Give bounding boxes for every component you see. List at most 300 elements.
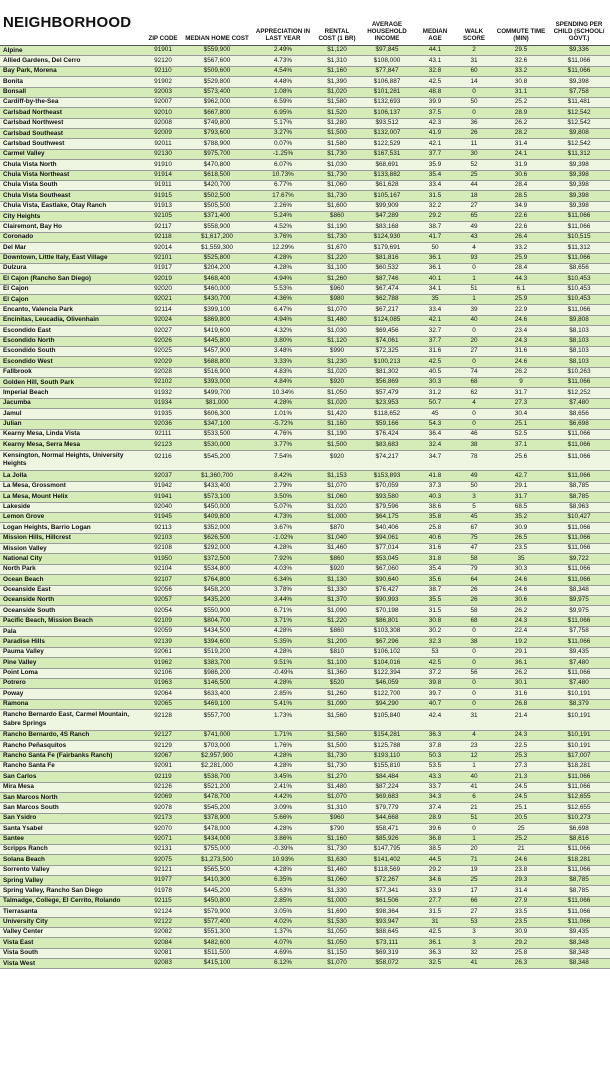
cell-commute: 22.5 [514,741,528,749]
cell-walk: 17 [470,886,478,894]
cell-median-home: $450,000 [203,502,231,510]
table-row [0,243,610,253]
cell-median-home: $579,900 [203,907,231,915]
cell-zip: 92008 [154,119,172,127]
cell-median-home: $352,000 [203,523,231,531]
cell-spending: $11,066 [567,866,591,874]
cell-median-home: $482,600 [203,938,231,946]
cell-commute: 26.5 [514,534,528,542]
cell-walk: 14 [470,77,478,85]
table-row [0,368,610,378]
cell-commute: 30.9 [514,523,528,531]
cell-commute: 31.6 [514,689,528,697]
cell-income: $167,531 [373,150,401,158]
cell-median-home: $2,281,000 [201,762,233,770]
cell-age: 34.7 [428,452,442,460]
cell-income: $99,909 [375,202,399,210]
cell-zip: 92009 [154,129,172,137]
cell-age: 31.2 [428,388,442,396]
cell-zip: 91915 [154,191,172,199]
cell-income: $69,683 [375,793,399,801]
table-row [0,305,610,315]
cell-commute: 9 [519,378,523,386]
cell-income: $53,045 [375,554,399,562]
cell-median-home: $458,200 [203,585,231,593]
cell-income: $98,364 [375,907,399,915]
table-row [0,824,610,834]
cell-spending: $8,785 [569,886,589,894]
cell-walk: 39 [470,305,478,313]
cell-commute: 23.5 [514,544,528,552]
cell-neighborhood: El Cajon (Rancho San Diego) [3,274,92,282]
cell-walk: 1 [472,834,476,842]
cell-age: 36.3 [428,731,442,739]
cell-walk: 79 [470,565,478,573]
cell-neighborhood: Chula Vista North [3,160,57,168]
cell-age: 44.5 [428,855,442,863]
table-row [0,897,610,907]
cell-median-home: $505,500 [203,202,231,210]
cell-rental: $1,130 [327,575,347,583]
cell-age: 45 [431,409,439,417]
cell-rental: $1,330 [327,886,347,894]
cell-walk: 0 [472,679,476,687]
cell-zip: 92007 [154,98,172,106]
table-row [0,181,610,191]
cell-commute: 23.4 [514,326,528,334]
cell-age: 39.6 [428,824,442,832]
cell-rental: $1,730 [327,751,347,759]
cell-zip: 92028 [154,368,172,376]
cell-appreciation: 3.48% [273,347,293,355]
cell-commute: 33.2 [514,67,528,75]
cell-walk: 0 [472,357,476,365]
cell-median-home: $478,700 [203,793,231,801]
cell-median-home: $534,800 [203,565,231,573]
cell-walk: 19 [470,866,478,874]
cell-income: $104,016 [373,658,401,666]
cell-appreciation: 1.76% [273,741,293,749]
cell-rental: $1,580 [327,98,347,106]
cell-income: $86,801 [375,617,399,625]
cell-commute: 6.1 [516,285,526,293]
cell-spending: $12,655 [567,793,591,801]
cell-neighborhood: Julian [3,420,22,428]
cell-age: 32.5 [428,959,442,967]
cell-income: $103,308 [373,627,401,635]
cell-spending: $11,066 [567,378,591,386]
cell-walk: 6 [472,793,476,801]
cell-walk: 49 [470,222,478,230]
cell-walk: 51 [470,814,478,822]
cell-income: $61,628 [375,181,399,189]
cell-median-home: $525,800 [203,253,231,261]
cell-walk: 26 [470,129,478,137]
cell-zip: 92081 [154,949,172,957]
cell-walk: 1 [472,295,476,303]
cell-commute: 24.3 [514,617,528,625]
cell-median-home: $551,300 [203,928,231,936]
table-row [0,56,610,66]
cell-neighborhood: Oceanside East [3,586,51,594]
cell-zip: 91934 [154,399,172,407]
cell-spending: $18,281 [567,762,591,770]
cell-zip: 91914 [154,170,172,178]
cell-neighborhood: Lakeside [3,503,31,511]
cell-spending: $11,066 [567,440,591,448]
cell-spending: $11,066 [567,637,591,645]
cell-zip: 92119 [154,772,172,780]
cell-zip: 92102 [154,378,172,386]
cell-commute: 22.6 [514,212,528,220]
cell-zip: 92110 [154,67,172,75]
cell-walk: 0 [472,87,476,95]
cell-income: $44,668 [375,814,399,822]
table-row [0,772,610,782]
cell-age: 41.8 [428,471,442,479]
cell-rental: $990 [329,347,345,355]
cell-income: $94,061 [375,534,399,542]
cell-income: $147,795 [373,845,401,853]
cell-rental: $1,040 [327,534,347,542]
table-row [0,233,610,243]
cell-age: 38.5 [428,845,442,853]
cell-neighborhood: Escondido South [3,347,56,355]
cell-neighborhood: Rancho Bernardo East, Carmel Mountain, Sabre Springs [3,711,130,727]
cell-neighborhood: Carmel Valley [3,150,45,158]
cell-commute: 22.4 [514,627,528,635]
cell-walk: 74 [470,368,478,376]
cell-median-home: $573,400 [203,87,231,95]
cell-walk: 51 [470,285,478,293]
cell-neighborhood: Rancho Peñasquitos [3,741,67,749]
cell-income: $141,402 [373,855,401,863]
cell-walk: 26 [470,585,478,593]
cell-commute: 30.9 [514,928,528,936]
cell-age: 42.5 [428,77,442,85]
cell-appreciation: 8.42% [273,471,293,479]
cell-rental: $920 [329,378,345,386]
cell-neighborhood: Escondido West [3,357,53,365]
cell-zip: 92128 [154,712,172,719]
cell-commute: 36.1 [514,658,528,666]
cell-median-home: $371,400 [203,212,231,220]
cell-appreciation: 3.67% [273,523,293,531]
cell-commute: 24.6 [514,575,528,583]
cell-age: 50.7 [428,399,442,407]
cell-commute: 35 [517,554,525,562]
cell-zip: 92078 [154,803,172,811]
cell-walk: 3 [472,928,476,936]
cell-spending: $7,480 [569,399,589,407]
cell-age: 31.8 [428,554,442,562]
cell-income: $58,072 [375,959,399,967]
cell-neighborhood: Lemon Grove [3,513,45,521]
cell-zip: 92107 [154,575,172,583]
cell-appreciation: 7.54% [273,452,293,460]
table-row [0,876,610,886]
cell-spending: $8,656 [569,264,589,272]
cell-appreciation: 5.17% [273,119,293,127]
cell-spending: $10,427 [567,513,591,521]
cell-spending: $9,975 [569,596,589,604]
cell-zip: 92036 [154,419,172,427]
cell-appreciation: 4.94% [273,316,293,324]
cell-commute: 29.1 [514,648,528,656]
cell-spending: $11,066 [567,67,591,75]
cell-income: $67,296 [375,637,399,645]
cell-median-home: $394,600 [203,637,231,645]
cell-appreciation: 6.47% [273,305,293,313]
cell-median-home: $450,800 [203,897,231,905]
cell-income: $153,893 [373,471,401,479]
cell-neighborhood: San Carlos [3,772,37,780]
cell-rental: $790 [329,824,345,832]
cell-spending: $8,103 [569,357,589,365]
cell-rental: $1,050 [327,938,347,946]
cell-commute: 23.8 [514,866,528,874]
cell-neighborhood: Alpine [3,46,23,54]
cell-age: 43.1 [428,56,442,64]
cell-neighborhood: Rancho Bernardo, 4S Ranch [3,731,90,739]
cell-walk: 2 [472,46,476,54]
cell-median-home: $557,700 [203,712,231,719]
cell-median-home: $703,000 [203,741,231,749]
cell-zip: 92040 [154,502,172,510]
cell-walk: 45 [470,513,478,521]
cell-spending: $10,453 [567,285,591,293]
cell-rental: $1,220 [327,253,347,261]
table-row [0,129,610,139]
cell-rental: $1,150 [327,949,347,957]
cell-age: 36.3 [428,949,442,957]
cell-rental: $1,000 [327,513,347,521]
cell-walk: 62 [470,388,478,396]
cell-walk: 66 [470,897,478,905]
cell-zip: 92130 [154,150,172,158]
cell-commute: 24.6 [514,855,528,863]
cell-walk: 0 [472,326,476,334]
cell-zip: 92075 [154,855,172,863]
cell-median-home: $435,200 [203,596,231,604]
cell-spending: $11,066 [567,222,591,230]
cell-appreciation: 1.01% [273,409,293,417]
cell-neighborhood: Kearny Mesa, Linda Vista [3,430,80,438]
cell-rental: $1,050 [327,388,347,396]
cell-age: 35.4 [428,565,442,573]
cell-appreciation: 6.59% [273,98,293,106]
cell-spending: $10,515 [567,233,591,241]
cell-income: $47,289 [375,212,399,220]
cell-zip: 91935 [154,409,172,417]
cell-income: $133,882 [373,170,401,178]
cell-appreciation: 4.73% [273,56,293,64]
cell-commute: 28.5 [514,191,528,199]
cell-zip: 92020 [154,285,172,293]
cell-rental: $960 [329,285,345,293]
cell-income: $100,213 [373,357,401,365]
table-row [0,98,610,108]
cell-income: $90,993 [375,596,399,604]
cell-spending: $10,191 [567,712,591,719]
cell-income: $105,167 [373,191,401,199]
cell-neighborhood: Solana Beach [3,855,45,863]
cell-commute: 31.9 [514,160,528,168]
cell-spending: $11,312 [567,150,591,158]
cell-appreciation: 5.66% [273,814,293,822]
cell-neighborhood: La Jolla [3,471,27,479]
cell-commute: 31.4 [514,886,528,894]
cell-neighborhood: City Heights [3,212,41,220]
cell-income: $81,816 [375,253,399,261]
cell-zip: 91902 [154,77,172,85]
cell-median-home: $558,900 [203,222,231,230]
table-row [0,866,610,876]
cell-appreciation: 3.76% [273,233,293,241]
cell-appreciation: 1.37% [273,928,293,936]
cell-age: 37.3 [428,482,442,490]
cell-rental: $1,000 [327,897,347,905]
cell-walk: 40 [470,772,478,780]
cell-rental: $1,690 [327,907,347,915]
cell-appreciation: 9.51% [273,658,293,666]
cell-walk: 68 [470,378,478,386]
cell-median-home: $1,559,300 [201,243,233,251]
cell-neighborhood: Chula Vista Southeast [3,191,71,199]
cell-income: $61,506 [375,897,399,905]
cell-appreciation: 10.34% [272,388,294,396]
table-row [0,793,610,803]
cell-neighborhood: Chula Vista Northeast [3,171,70,179]
cell-spending: $11,066 [567,56,591,64]
cell-zip: 92120 [154,56,172,64]
cell-zip: 91977 [154,876,172,884]
header-rental: RENTAL COST (1 BR) [318,28,356,42]
cell-spending: $8,348 [569,938,589,946]
cell-spending: $8,616 [569,834,589,842]
cell-walk: 93 [470,253,478,261]
cell-spending: $11,066 [567,544,591,552]
cell-appreciation: 4.28% [273,762,293,770]
cell-spending: $11,066 [567,523,591,531]
cell-age: 40.1 [428,274,442,282]
cell-median-home: $755,000 [203,845,231,853]
cell-appreciation: 4.28% [273,751,293,759]
cell-walk: 41 [470,959,478,967]
cell-neighborhood: Encinitas, Leucadia, Olivenhain [3,316,99,324]
cell-income: $59,166 [375,419,399,427]
cell-appreciation: 5.24% [273,212,293,220]
table-row [0,295,610,305]
cell-appreciation: 6.12% [273,959,293,967]
cell-spending: $9,398 [569,170,589,178]
cell-appreciation: 5.63% [273,886,293,894]
cell-appreciation: 7.92% [273,554,293,562]
cell-neighborhood: Pala [3,627,17,635]
cell-income: $23,953 [375,399,399,407]
cell-age: 32.8 [428,67,442,75]
cell-spending: $11,066 [567,471,591,479]
cell-rental: $1,070 [327,482,347,490]
cell-zip: 91910 [154,160,172,168]
cell-rental: $1,460 [327,866,347,874]
cell-zip: 92106 [154,668,172,676]
cell-walk: 58 [470,606,478,614]
cell-spending: $8,103 [569,336,589,344]
table-row [0,586,610,596]
cell-spending: $12,542 [567,108,591,116]
cell-commute: 31.7 [514,492,528,500]
cell-zip: 92108 [154,544,172,552]
cell-age: 34.6 [428,876,442,884]
cell-spending: $10,191 [567,731,591,739]
table-row [0,326,610,336]
cell-appreciation: 3.05% [273,907,293,915]
cell-neighborhood: Carlsbad Northwest [3,119,64,127]
cell-zip: 92129 [154,741,172,749]
cell-zip: 92026 [154,336,172,344]
cell-spending: $18,281 [567,855,591,863]
cell-appreciation: 5.35% [273,637,293,645]
cell-commute: 23.5 [514,917,528,925]
cell-neighborhood: Spring Valley, Rancho San Diego [3,886,103,894]
cell-appreciation: 4.28% [273,544,293,552]
cell-spending: $9,808 [569,129,589,137]
cell-age: 30.2 [428,627,442,635]
cell-zip: 92116 [154,452,172,460]
cell-appreciation: 4.52% [273,222,293,230]
cell-spending: $8,785 [569,492,589,500]
cell-spending: $6,698 [569,419,589,427]
cell-rental: $1,153 [327,471,347,479]
cell-age: 50 [431,243,439,251]
cell-rental: $1,330 [327,585,347,593]
cell-rental: $1,310 [327,803,347,811]
cell-age: 27.7 [428,897,442,905]
cell-walk: 0 [472,108,476,116]
cell-spending: $11,066 [567,253,591,261]
cell-walk: 56 [470,668,478,676]
cell-age: 37.7 [428,336,442,344]
cell-walk: 41 [470,783,478,791]
cell-commute: 19.2 [514,637,528,645]
cell-commute: 22.6 [514,222,528,230]
table-row [0,160,610,170]
cell-appreciation: 4.76% [273,430,293,438]
cell-neighborhood: Escondido East [3,326,51,334]
cell-income: $77,341 [375,886,399,894]
cell-commute: 22.9 [514,305,528,313]
cell-rental: $960 [329,814,345,822]
cell-walk: 31 [470,56,478,64]
cell-walk: 0 [472,264,476,272]
cell-age: 35.4 [428,170,442,178]
table-row [0,285,610,295]
cell-neighborhood: Rancho Santa Fe [3,762,55,770]
cell-rental: $920 [329,565,345,573]
table-row [0,440,610,450]
cell-zip: 92069 [154,793,172,801]
cell-appreciation: 6.07% [273,160,293,168]
cell-median-home: $986,200 [203,668,231,676]
cell-age: 33.4 [428,181,442,189]
cell-walk: 23 [470,741,478,749]
cell-income: $68,691 [375,160,399,168]
table-row [0,222,610,232]
cell-income: $73,111 [375,938,399,946]
cell-appreciation: 3.71% [273,617,293,625]
cell-rental: $1,120 [327,46,347,54]
